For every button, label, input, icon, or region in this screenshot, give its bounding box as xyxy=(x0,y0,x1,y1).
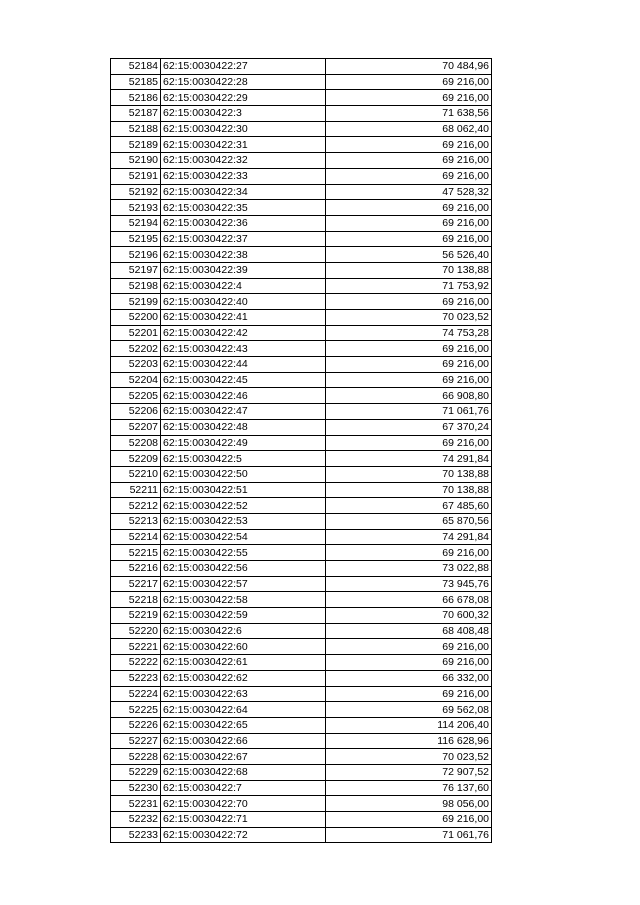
row-number-cell: 52188 xyxy=(111,121,161,137)
row-number-cell: 52220 xyxy=(111,623,161,639)
row-number-cell: 52193 xyxy=(111,200,161,216)
table-row xyxy=(111,357,492,373)
table-row xyxy=(111,529,492,545)
table-row xyxy=(111,796,492,812)
cadastral-value-cell: 69 216,00 xyxy=(326,372,492,388)
row-number-cell: 52197 xyxy=(111,262,161,278)
row-number-cell: 52223 xyxy=(111,670,161,686)
cadastral-number-cell: 62:15:0030422:36 xyxy=(161,215,326,231)
table-row xyxy=(111,764,492,780)
cadastral-number-cell: 62:15:0030422:52 xyxy=(161,498,326,514)
table-row xyxy=(111,482,492,498)
row-number-cell: 52187 xyxy=(111,106,161,122)
row-number-cell: 52204 xyxy=(111,372,161,388)
table-row xyxy=(111,184,492,200)
row-number-cell: 52214 xyxy=(111,529,161,545)
table-row xyxy=(111,215,492,231)
cadastral-value-cell: 74 291,84 xyxy=(326,451,492,467)
table-row xyxy=(111,200,492,216)
cadastral-number-cell: 62:15:0030422:60 xyxy=(161,639,326,655)
table-row xyxy=(111,247,492,263)
cadastral-value-cell: 70 023,52 xyxy=(326,749,492,765)
table-row xyxy=(111,294,492,310)
cadastral-number-cell: 62:15:0030422:40 xyxy=(161,294,326,310)
cadastral-value-cell: 68 408,48 xyxy=(326,623,492,639)
table-row xyxy=(111,341,492,357)
row-number-cell: 52203 xyxy=(111,357,161,373)
row-number-cell: 52212 xyxy=(111,498,161,514)
cadastral-number-cell: 62:15:0030422:27 xyxy=(161,59,326,75)
table-body xyxy=(111,59,492,843)
row-number-cell: 52200 xyxy=(111,310,161,326)
row-number-cell: 52192 xyxy=(111,184,161,200)
table-row xyxy=(111,498,492,514)
cadastral-value-cell: 66 908,80 xyxy=(326,388,492,404)
table-row xyxy=(111,576,492,592)
table-row xyxy=(111,466,492,482)
table-row xyxy=(111,780,492,796)
cadastral-number-cell: 62:15:0030422:55 xyxy=(161,545,326,561)
cadastral-number-cell: 62:15:0030422:30 xyxy=(161,121,326,137)
cadastral-value-table xyxy=(110,58,492,843)
table-row xyxy=(111,231,492,247)
table-row xyxy=(111,686,492,702)
cadastral-value-cell: 70 023,52 xyxy=(326,310,492,326)
row-number-cell: 52213 xyxy=(111,513,161,529)
cadastral-value-cell: 70 138,88 xyxy=(326,262,492,278)
cadastral-number-cell: 62:15:0030422:57 xyxy=(161,576,326,592)
row-number-cell: 52227 xyxy=(111,733,161,749)
cadastral-number-cell: 62:15:0030422:64 xyxy=(161,702,326,718)
cadastral-number-cell: 62:15:0030422:63 xyxy=(161,686,326,702)
table-row xyxy=(111,106,492,122)
row-number-cell: 52184 xyxy=(111,59,161,75)
cadastral-value-cell: 47 528,32 xyxy=(326,184,492,200)
cadastral-value-cell: 69 216,00 xyxy=(326,686,492,702)
cadastral-number-cell: 62:15:0030422:66 xyxy=(161,733,326,749)
table-row xyxy=(111,435,492,451)
cadastral-number-cell: 62:15:0030422:50 xyxy=(161,466,326,482)
cadastral-value-cell: 69 216,00 xyxy=(326,153,492,169)
cadastral-value-cell: 71 638,56 xyxy=(326,106,492,122)
row-number-cell: 52201 xyxy=(111,325,161,341)
row-number-cell: 52198 xyxy=(111,278,161,294)
cadastral-value-cell: 69 216,00 xyxy=(326,341,492,357)
cadastral-value-cell: 67 370,24 xyxy=(326,419,492,435)
row-number-cell: 52211 xyxy=(111,482,161,498)
cadastral-value-cell: 69 216,00 xyxy=(326,294,492,310)
cadastral-number-cell: 62:15:0030422:33 xyxy=(161,168,326,184)
table-row xyxy=(111,670,492,686)
cadastral-value-cell: 66 678,08 xyxy=(326,592,492,608)
row-number-cell: 52218 xyxy=(111,592,161,608)
cadastral-number-cell: 62:15:0030422:47 xyxy=(161,404,326,420)
cadastral-number-cell: 62:15:0030422:7 xyxy=(161,780,326,796)
cadastral-value-cell: 69 216,00 xyxy=(326,215,492,231)
row-number-cell: 52207 xyxy=(111,419,161,435)
cadastral-value-cell: 74 291,84 xyxy=(326,529,492,545)
table-row xyxy=(111,59,492,75)
table-row xyxy=(111,404,492,420)
row-number-cell: 52186 xyxy=(111,90,161,106)
table-row xyxy=(111,278,492,294)
table-row xyxy=(111,419,492,435)
row-number-cell: 52231 xyxy=(111,796,161,812)
table-row xyxy=(111,812,492,828)
table-row xyxy=(111,639,492,655)
row-number-cell: 52221 xyxy=(111,639,161,655)
table-row xyxy=(111,513,492,529)
cadastral-number-cell: 62:15:0030422:59 xyxy=(161,608,326,624)
table-row xyxy=(111,388,492,404)
row-number-cell: 52206 xyxy=(111,404,161,420)
table-row xyxy=(111,655,492,671)
row-number-cell: 52196 xyxy=(111,247,161,263)
cadastral-number-cell: 62:15:0030422:44 xyxy=(161,357,326,373)
cadastral-number-cell: 62:15:0030422:29 xyxy=(161,90,326,106)
table-row xyxy=(111,310,492,326)
cadastral-value-cell: 73 022,88 xyxy=(326,561,492,577)
table-row xyxy=(111,325,492,341)
cadastral-number-cell: 62:15:0030422:37 xyxy=(161,231,326,247)
cadastral-value-cell: 69 216,00 xyxy=(326,655,492,671)
cadastral-value-cell: 71 061,76 xyxy=(326,404,492,420)
cadastral-value-cell: 70 600,32 xyxy=(326,608,492,624)
cadastral-value-cell: 69 216,00 xyxy=(326,357,492,373)
cadastral-number-cell: 62:15:0030422:34 xyxy=(161,184,326,200)
cadastral-value-cell: 98 056,00 xyxy=(326,796,492,812)
cadastral-number-cell: 62:15:0030422:56 xyxy=(161,561,326,577)
cadastral-number-cell: 62:15:0030422:38 xyxy=(161,247,326,263)
cadastral-number-cell: 62:15:0030422:35 xyxy=(161,200,326,216)
table-row xyxy=(111,702,492,718)
row-number-cell: 52229 xyxy=(111,764,161,780)
row-number-cell: 52189 xyxy=(111,137,161,153)
cadastral-value-cell: 71 061,76 xyxy=(326,827,492,843)
cadastral-number-cell: 62:15:0030422:39 xyxy=(161,262,326,278)
cadastral-number-cell: 62:15:0030422:58 xyxy=(161,592,326,608)
row-number-cell: 52215 xyxy=(111,545,161,561)
row-number-cell: 52185 xyxy=(111,74,161,90)
cadastral-number-cell: 62:15:0030422:70 xyxy=(161,796,326,812)
table-row xyxy=(111,545,492,561)
cadastral-value-cell: 67 485,60 xyxy=(326,498,492,514)
cadastral-value-cell: 69 562,08 xyxy=(326,702,492,718)
cadastral-number-cell: 62:15:0030422:62 xyxy=(161,670,326,686)
cadastral-value-cell: 69 216,00 xyxy=(326,200,492,216)
table-row xyxy=(111,121,492,137)
cadastral-number-cell: 62:15:0030422:67 xyxy=(161,749,326,765)
cadastral-number-cell: 62:15:0030422:43 xyxy=(161,341,326,357)
row-number-cell: 52210 xyxy=(111,466,161,482)
cadastral-value-cell: 71 753,92 xyxy=(326,278,492,294)
row-number-cell: 52230 xyxy=(111,780,161,796)
cadastral-number-cell: 62:15:0030422:28 xyxy=(161,74,326,90)
row-number-cell: 52199 xyxy=(111,294,161,310)
table-row xyxy=(111,717,492,733)
table-row xyxy=(111,372,492,388)
cadastral-number-cell: 62:15:0030422:49 xyxy=(161,435,326,451)
cadastral-number-cell: 62:15:0030422:4 xyxy=(161,278,326,294)
row-number-cell: 52225 xyxy=(111,702,161,718)
cadastral-value-cell: 68 062,40 xyxy=(326,121,492,137)
row-number-cell: 52205 xyxy=(111,388,161,404)
cadastral-number-cell: 62:15:0030422:53 xyxy=(161,513,326,529)
cadastral-number-cell: 62:15:0030422:5 xyxy=(161,451,326,467)
row-number-cell: 52209 xyxy=(111,451,161,467)
cadastral-value-cell: 69 216,00 xyxy=(326,90,492,106)
table-row xyxy=(111,749,492,765)
table-row xyxy=(111,262,492,278)
cadastral-number-cell: 62:15:0030422:71 xyxy=(161,812,326,828)
row-number-cell: 52191 xyxy=(111,168,161,184)
cadastral-value-cell: 69 216,00 xyxy=(326,231,492,247)
row-number-cell: 52222 xyxy=(111,655,161,671)
cadastral-value-cell: 69 216,00 xyxy=(326,137,492,153)
cadastral-value-cell: 116 628,96 xyxy=(326,733,492,749)
cadastral-value-cell: 69 216,00 xyxy=(326,168,492,184)
cadastral-number-cell: 62:15:0030422:31 xyxy=(161,137,326,153)
row-number-cell: 52232 xyxy=(111,812,161,828)
cadastral-value-cell: 69 216,00 xyxy=(326,74,492,90)
row-number-cell: 52202 xyxy=(111,341,161,357)
row-number-cell: 52226 xyxy=(111,717,161,733)
row-number-cell: 52228 xyxy=(111,749,161,765)
row-number-cell: 52195 xyxy=(111,231,161,247)
cadastral-number-cell: 62:15:0030422:41 xyxy=(161,310,326,326)
table-row xyxy=(111,608,492,624)
cadastral-number-cell: 62:15:0030422:3 xyxy=(161,106,326,122)
table-row xyxy=(111,451,492,467)
table-row xyxy=(111,90,492,106)
table-row xyxy=(111,592,492,608)
cadastral-number-cell: 62:15:0030422:72 xyxy=(161,827,326,843)
cadastral-value-cell: 69 216,00 xyxy=(326,545,492,561)
cadastral-number-cell: 62:15:0030422:46 xyxy=(161,388,326,404)
cadastral-number-cell: 62:15:0030422:61 xyxy=(161,655,326,671)
cadastral-number-cell: 62:15:0030422:51 xyxy=(161,482,326,498)
table-row xyxy=(111,623,492,639)
row-number-cell: 52217 xyxy=(111,576,161,592)
cadastral-value-cell: 56 526,40 xyxy=(326,247,492,263)
cadastral-number-cell: 62:15:0030422:42 xyxy=(161,325,326,341)
cadastral-value-cell: 70 138,88 xyxy=(326,466,492,482)
cadastral-value-cell: 72 907,52 xyxy=(326,764,492,780)
cadastral-value-cell: 66 332,00 xyxy=(326,670,492,686)
cadastral-number-cell: 62:15:0030422:32 xyxy=(161,153,326,169)
table-row xyxy=(111,137,492,153)
cadastral-value-cell: 70 484,96 xyxy=(326,59,492,75)
table-row xyxy=(111,74,492,90)
cadastral-value-cell: 73 945,76 xyxy=(326,576,492,592)
cadastral-value-cell: 70 138,88 xyxy=(326,482,492,498)
cadastral-number-cell: 62:15:0030422:6 xyxy=(161,623,326,639)
row-number-cell: 52194 xyxy=(111,215,161,231)
cadastral-number-cell: 62:15:0030422:54 xyxy=(161,529,326,545)
row-number-cell: 52233 xyxy=(111,827,161,843)
row-number-cell: 52224 xyxy=(111,686,161,702)
row-number-cell: 52216 xyxy=(111,561,161,577)
cadastral-value-cell: 65 870,56 xyxy=(326,513,492,529)
cadastral-number-cell: 62:15:0030422:68 xyxy=(161,764,326,780)
cadastral-value-cell: 114 206,40 xyxy=(326,717,492,733)
table-row xyxy=(111,827,492,843)
cadastral-number-cell: 62:15:0030422:65 xyxy=(161,717,326,733)
cadastral-value-cell: 69 216,00 xyxy=(326,435,492,451)
cadastral-number-cell: 62:15:0030422:48 xyxy=(161,419,326,435)
row-number-cell: 52208 xyxy=(111,435,161,451)
row-number-cell: 52190 xyxy=(111,153,161,169)
row-number-cell: 52219 xyxy=(111,608,161,624)
cadastral-number-cell: 62:15:0030422:45 xyxy=(161,372,326,388)
cadastral-value-cell: 69 216,00 xyxy=(326,812,492,828)
table-row xyxy=(111,733,492,749)
table-row xyxy=(111,168,492,184)
table-row xyxy=(111,153,492,169)
cadastral-value-cell: 74 753,28 xyxy=(326,325,492,341)
cadastral-value-cell: 76 137,60 xyxy=(326,780,492,796)
cadastral-value-cell: 69 216,00 xyxy=(326,639,492,655)
table-row xyxy=(111,561,492,577)
